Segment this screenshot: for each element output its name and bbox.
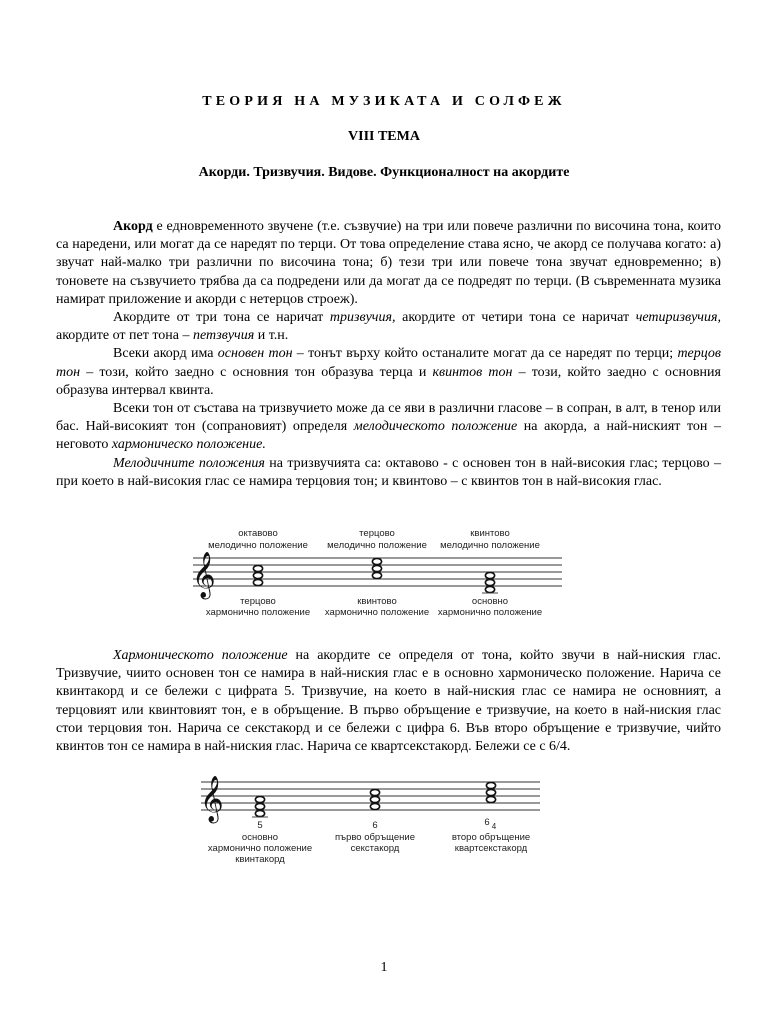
figured-bass-6-4 (484, 817, 496, 831)
page-number: 1 (380, 960, 388, 975)
treble-clef-icon: 𝄞 (200, 776, 224, 822)
svg-text:хармонично положение: хармонично положение (207, 843, 313, 854)
label-top-3 (440, 528, 540, 551)
label-bottom-2 (325, 596, 429, 618)
label-second-inversion (452, 832, 530, 854)
svg-text:квартсекстакорд: квартсекстакорд (454, 843, 528, 854)
svg-text:мелодично положение: мелодично положение (208, 540, 308, 551)
treble-clef-icon: 𝄞 (192, 552, 216, 598)
svg-text:терцово: терцово (240, 596, 276, 607)
svg-text:квинтово: квинтово (470, 528, 510, 539)
svg-text:мелодично положение: мелодично положение (440, 540, 540, 551)
chord-root-position (252, 796, 268, 817)
svg-text:секстакорд: секстакорд (350, 843, 400, 854)
svg-text:октавово: октавово (238, 528, 278, 539)
svg-text:хармонично положение: хармонично положение (437, 607, 543, 618)
body-text-block-1 (56, 218, 721, 491)
topic-heading: VIII ТЕМА (348, 129, 420, 144)
label-bottom-1 (206, 596, 310, 618)
paragraph-chord-types: Акордите от три тона се наричат тризвучия, акордите от четири тона се наричат четиризвучия, акордите от пет тона – петзвучия и т.н. (56, 310, 721, 344)
svg-text:първо обръщение: първо обръщение (334, 832, 416, 843)
term-chord: Акорд (113, 219, 153, 234)
paragraph-chord-tones: Всеки акорд има основен тон – тонът върху който останалите могат да се наредят по терци; терцов тон – този, който заедно с основния тон образува терца и квинтов тон – този, който заедно с основния образува интервал квинта. (56, 346, 722, 398)
svg-text:второ обръщение: второ обръщение (451, 832, 531, 843)
figured-bass-5: 5 (257, 820, 263, 831)
svg-text:основно: основно (241, 832, 279, 843)
svg-text:хармонично положение: хармонично положение (205, 607, 311, 618)
paragraph-melodic-positions: Мелодичните положения на тризвучията са: октавово - с основен тон в най-високия глас; терцово – при което в най-високия глас се намира терцовия тон; и квинтово – с квинтов тон в най-високия глас. (56, 455, 721, 489)
label-top-1 (208, 528, 308, 551)
figure-inversions (198, 772, 548, 864)
figured-bass-6: 6 (372, 820, 378, 831)
document-title: ТЕОРИЯ НА МУЗИКАТА И СОЛФЕЖ (202, 94, 566, 109)
label-first-inversion (335, 832, 415, 854)
chord-first-inversion (370, 789, 379, 809)
label-root-position (208, 832, 312, 865)
chord-fifth-position (482, 572, 498, 593)
svg-text:терцово: терцово (359, 528, 395, 539)
svg-text:4: 4 (491, 822, 497, 831)
svg-text:основно: основно (471, 596, 509, 607)
body-text-block-2 (56, 647, 721, 756)
svg-text:квинтово: квинтово (357, 596, 397, 607)
chord-third-position (372, 558, 381, 578)
paragraph-chord-definition: Акорд е едновременното звучене (т.е. съзвучие) на три или повече различни по височина тона, които са наредени, или могат да се наредят по терци. От това определение става ясно, че акорд се получава когато: а) звучат най-малко три различни по височина тона; б) тези три или повече тона звучат едновременно; в) тоновете на съзвучието трябва да са подредени или да могат да се подредят по терци. (В съвременната музика намират приложение и акорди с нетерцов строеж). (56, 219, 721, 307)
chord-second-inversion (486, 782, 495, 802)
paragraph-voices: Всеки тон от състава на тризвучието може да се яви в различни гласове – в сопран, в алт, в тенор или бас. Най-високият тон (сопрановият) определя мелодическото положение на акорда, а най-ниският тон – неговото хармоническо положение. (56, 401, 721, 453)
label-top-2 (327, 528, 427, 551)
section-subtitle: Акорди. Тризвучия. Видове. Функционалност на акордите (198, 165, 570, 180)
svg-text:квинтакорд: квинтакорд (235, 854, 285, 865)
svg-text:мелодично положение: мелодично положение (327, 540, 427, 551)
label-bottom-3 (438, 596, 542, 618)
svg-text:6: 6 (484, 817, 490, 828)
svg-text:хармонично положение: хармонично положение (324, 607, 430, 618)
paragraph-harmonic-position: Хармоническото положение на акордите се определя от тона, който звучи в най-ниския глас. Тризвучие, чиито основен тон се намира в най-ниския глас е в основно хармоническо положение. Нарича се квинтакорд и се бележи с цифрата 5. Тризвучие, на което в най-ниския глас се намира не основният, а терцовият или квинтовият тон, е в обръщение. В първо обръщение е тризвучие, на което в най-ниския глас стои терцовия тон. Нарича се секстакорд и се бележи с цифра 6. Във второ обръщение е тризвучие, чийто квинтов тон се намира в най-ниския глас. Нарича се квартсекстакорд. Бележи се с 6/4. (56, 648, 721, 755)
figure-melodic-positions (190, 520, 570, 625)
chord-octave-position (253, 565, 262, 585)
